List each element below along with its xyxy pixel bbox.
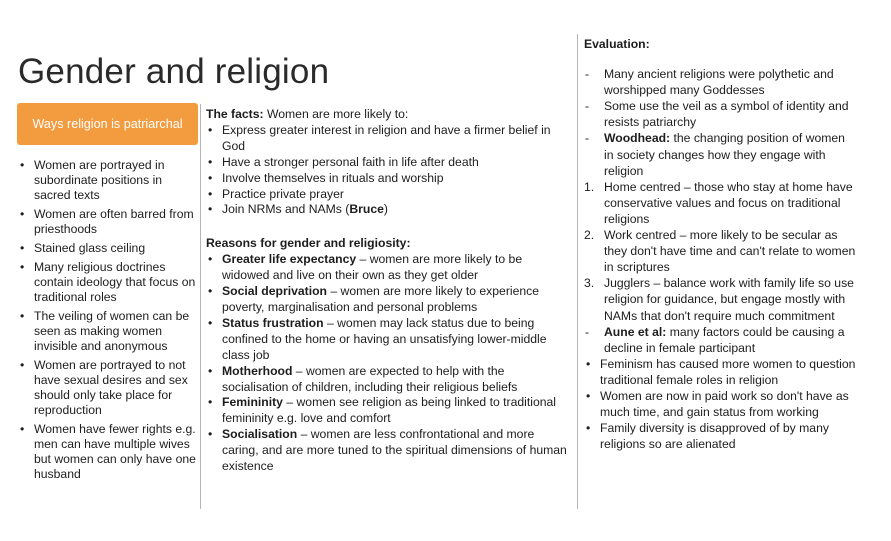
list-item: - Many ancient religions were polythetic and worshipped many Goddesses bbox=[584, 66, 856, 98]
column-divider-right bbox=[577, 34, 578, 509]
column-divider-left bbox=[200, 104, 201, 509]
list-item: • Family diversity is disapproved of by many religions so are alienated bbox=[584, 420, 856, 452]
list-item: • Express greater interest in religion and have a firmer belief in God bbox=[206, 123, 570, 155]
aune-term: Aune et al: bbox=[604, 324, 667, 339]
list-item: • Stained glass ceiling bbox=[18, 241, 198, 256]
aune-list bbox=[584, 324, 856, 356]
woodhead-term: Woodhead: bbox=[604, 131, 671, 146]
evaluation-heading: Evaluation: bbox=[584, 37, 650, 51]
patriarchy-heading-box: Ways religion is patriarchal bbox=[17, 103, 198, 145]
list-item: - Aune et al: many factors could be causing a decline in female participant bbox=[584, 324, 856, 356]
facts-heading: The facts: bbox=[206, 107, 264, 121]
reasons-list bbox=[206, 252, 570, 475]
facts-header bbox=[206, 107, 570, 123]
page-title: Gender and religion bbox=[18, 52, 330, 91]
list-item: • Feminism has caused more women to question traditional female roles in religion bbox=[584, 356, 856, 388]
facts-intro: Women are more likely to: bbox=[263, 107, 409, 121]
list-item: • Practice private prayer bbox=[206, 187, 570, 203]
list-item: • Many religious doctrines contain ideology that focus on traditional roles bbox=[18, 260, 198, 305]
list-item: • Join NRMs and NAMs (Bruce) bbox=[206, 202, 570, 218]
list-item: • Women are often barred from priesthoods bbox=[18, 207, 198, 237]
reasons-heading: Reasons for gender and religiosity: bbox=[206, 236, 411, 251]
list-item: • Status frustration – women may lack status due to being confined to the home or having an unsatisfying lower-middle class job bbox=[206, 316, 570, 364]
list-item: • Have a stronger personal faith in life after death bbox=[206, 155, 570, 171]
list-item: • Greater life expectancy – women are more likely to be widowed and live on their own as they get older bbox=[206, 252, 570, 284]
facts-column bbox=[206, 107, 570, 475]
list-item: • Motherhood – women are expected to help with the socialisation of children, including their religious beliefs bbox=[206, 364, 570, 396]
evaluation-dash-list bbox=[584, 66, 856, 130]
patriarchy-list-column bbox=[18, 158, 198, 486]
list-item: 3. Jugglers – balance work with family life so use religion for guidance, but engage mostly with NAMs that don't require much commitment bbox=[584, 276, 854, 323]
facts-list bbox=[206, 123, 570, 218]
list-item: • Women are portrayed in subordinate positions in sacred texts bbox=[18, 158, 198, 203]
citation-bruce: Bruce bbox=[349, 202, 384, 217]
list-item: 2. Work centred – more likely to be secular as they don't have time and can't relate to women in scriptures bbox=[584, 228, 856, 275]
list-item: - Some use the veil as a symbol of identity and resists patriarchy bbox=[584, 98, 856, 130]
list-item: • Involve themselves in rituals and worship bbox=[206, 171, 570, 187]
evaluation-bullet-list bbox=[584, 356, 856, 453]
list-item: • Women are now in paid work so don't have as much time, and gain status from working bbox=[584, 388, 856, 420]
list-item: • Femininity – women see religion as being linked to traditional femininity e.g. love and comfort bbox=[206, 395, 570, 427]
list-item: • The veiling of women can be seen as making women invisible and anonymous bbox=[18, 309, 198, 354]
evaluation-column bbox=[584, 36, 856, 452]
list-item: 1. Home centred – those who stay at home have conservative values and focus on traditional religions bbox=[584, 179, 853, 226]
list-item: • Socialisation – women are less confrontational and more caring, and are more tuned to the spiritual dimensions of human existence bbox=[206, 427, 570, 475]
list-item: • Women have fewer rights e.g. men can have multiple wives but women can only have one husband bbox=[18, 422, 198, 482]
patriarchy-list bbox=[18, 158, 198, 482]
woodhead-list bbox=[584, 130, 856, 178]
list-item: - Woodhead: the changing position of women in society changes how they engage with religion bbox=[584, 130, 856, 178]
woodhead-types-list bbox=[584, 179, 856, 324]
list-item: • Social deprivation – women are more likely to experience poverty, marginalisation and personal problems bbox=[206, 284, 570, 316]
list-item: • Women are portrayed to not have sexual desires and sex should only take place for reproduction bbox=[18, 358, 198, 418]
